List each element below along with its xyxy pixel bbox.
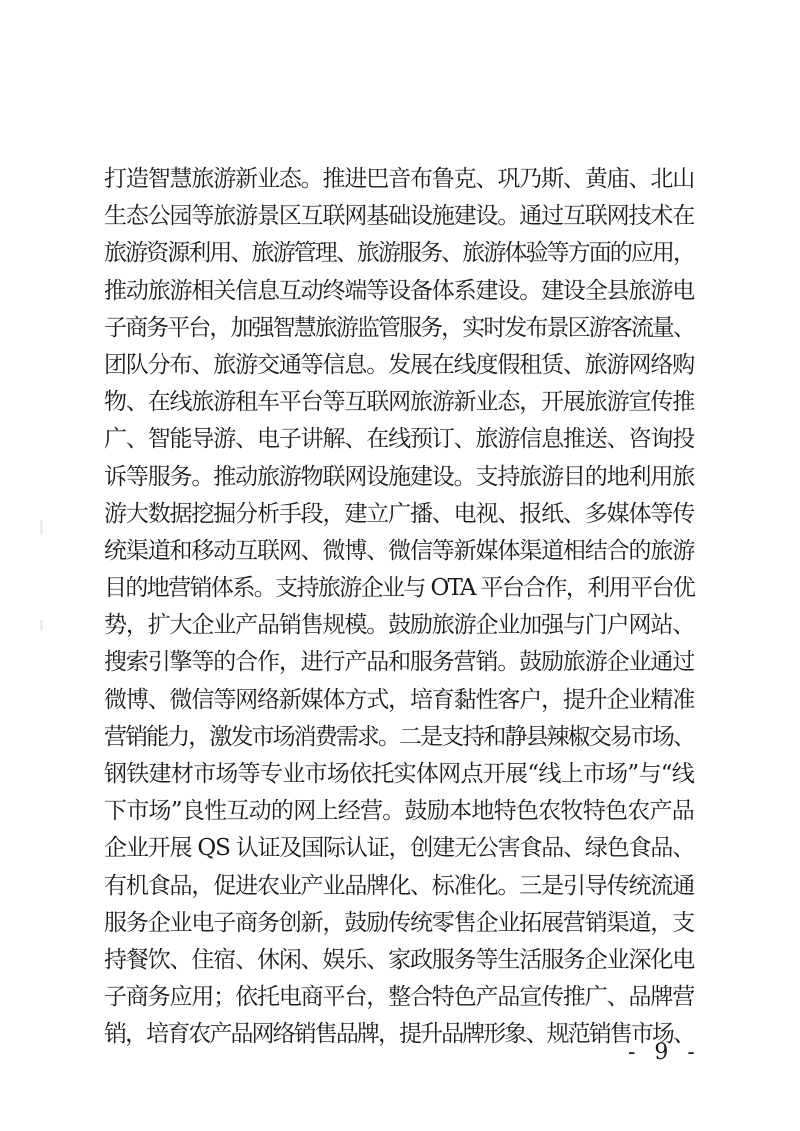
text-line: 搜索引擎等的合作，进行产品和服务营销。鼓励旅游企业通过 [104, 649, 694, 676]
text-line: 旅游资源利用、旅游管理、旅游服务、旅游体验等方面的应用， [104, 240, 694, 267]
text-line: 诉等服务。推动旅游物联网设施建设。支持旅游目的地利用旅 [104, 463, 694, 490]
text-line: 服务企业电子商务创新，鼓励传统零售企业拓展营销渠道，支 [104, 909, 694, 936]
scan-artifact-mark [40, 620, 43, 630]
text-line: 统渠道和移动互联网、微博、微信等新媒体渠道相结合的旅游 [104, 537, 694, 564]
scan-artifact-mark [40, 520, 43, 534]
text-line: 子商务应用；依托电商平台，整合特色产品宣传推广、品牌营 [104, 984, 694, 1011]
page-number: - 9 - [628, 1040, 701, 1065]
text-line: 子商务平台，加强智慧旅游监管服务，实时发布景区游客流量、 [104, 314, 694, 341]
text-line: 推动旅游相关信息互动终端等设备体系建设。建设全县旅游电 [104, 277, 694, 304]
text-line: 目的地营销体系。支持旅游企业与 OTA 平台合作，利用平台优 [104, 575, 694, 602]
text-line: 持餐饮、住宿、休闲、娱乐、家政服务等生活服务企业深化电 [104, 946, 694, 973]
text-line: 营销能力，激发市场消费需求。二是支持和静县辣椒交易市场、 [104, 723, 694, 750]
text-line: 物、在线旅游租车平台等互联网旅游新业态，开展旅游宣传推 [104, 389, 694, 416]
text-line: 生态公园等旅游景区互联网基础设施建设。通过互联网技术在 [104, 203, 694, 230]
text-line: 势，扩大企业产品销售规模。鼓励旅游企业加强与门户网站、 [104, 612, 694, 639]
body-text [104, 161, 694, 1054]
text-line: 广、智能导游、电子讲解、在线预订、旅游信息推送、咨询投 [104, 426, 694, 453]
text-line: 钢铁建材市场等专业市场依托实体网点开展“线上市场”与“线 [104, 761, 694, 787]
text-line: 销，培育农产品网络销售品牌，提升品牌形象、规范销售市场、 [104, 1021, 694, 1048]
text-line: 有机食品，促进农业产业品牌化、标准化。三是引导传统流通 [104, 872, 694, 899]
text-line: 游大数据挖掘分析手段，建立广播、电视、报纸、多媒体等传 [104, 500, 694, 527]
text-line: 团队分布、旅游交通等信息。发展在线度假租赁、旅游网络购 [104, 351, 694, 378]
text-line: 企业开展 QS 认证及国际认证，创建无公害食品、绿色食品、 [104, 835, 694, 862]
text-line: 下市场”良性互动的网上经营。鼓励本地特色农牧特色农产品 [104, 798, 694, 825]
text-line: 打造智慧旅游新业态。推进巴音布鲁克、巩乃斯、黄庙、北山 [104, 166, 694, 192]
text-line: 微博、微信等网络新媒体方式，培育黏性客户，提升企业精准 [104, 686, 694, 713]
